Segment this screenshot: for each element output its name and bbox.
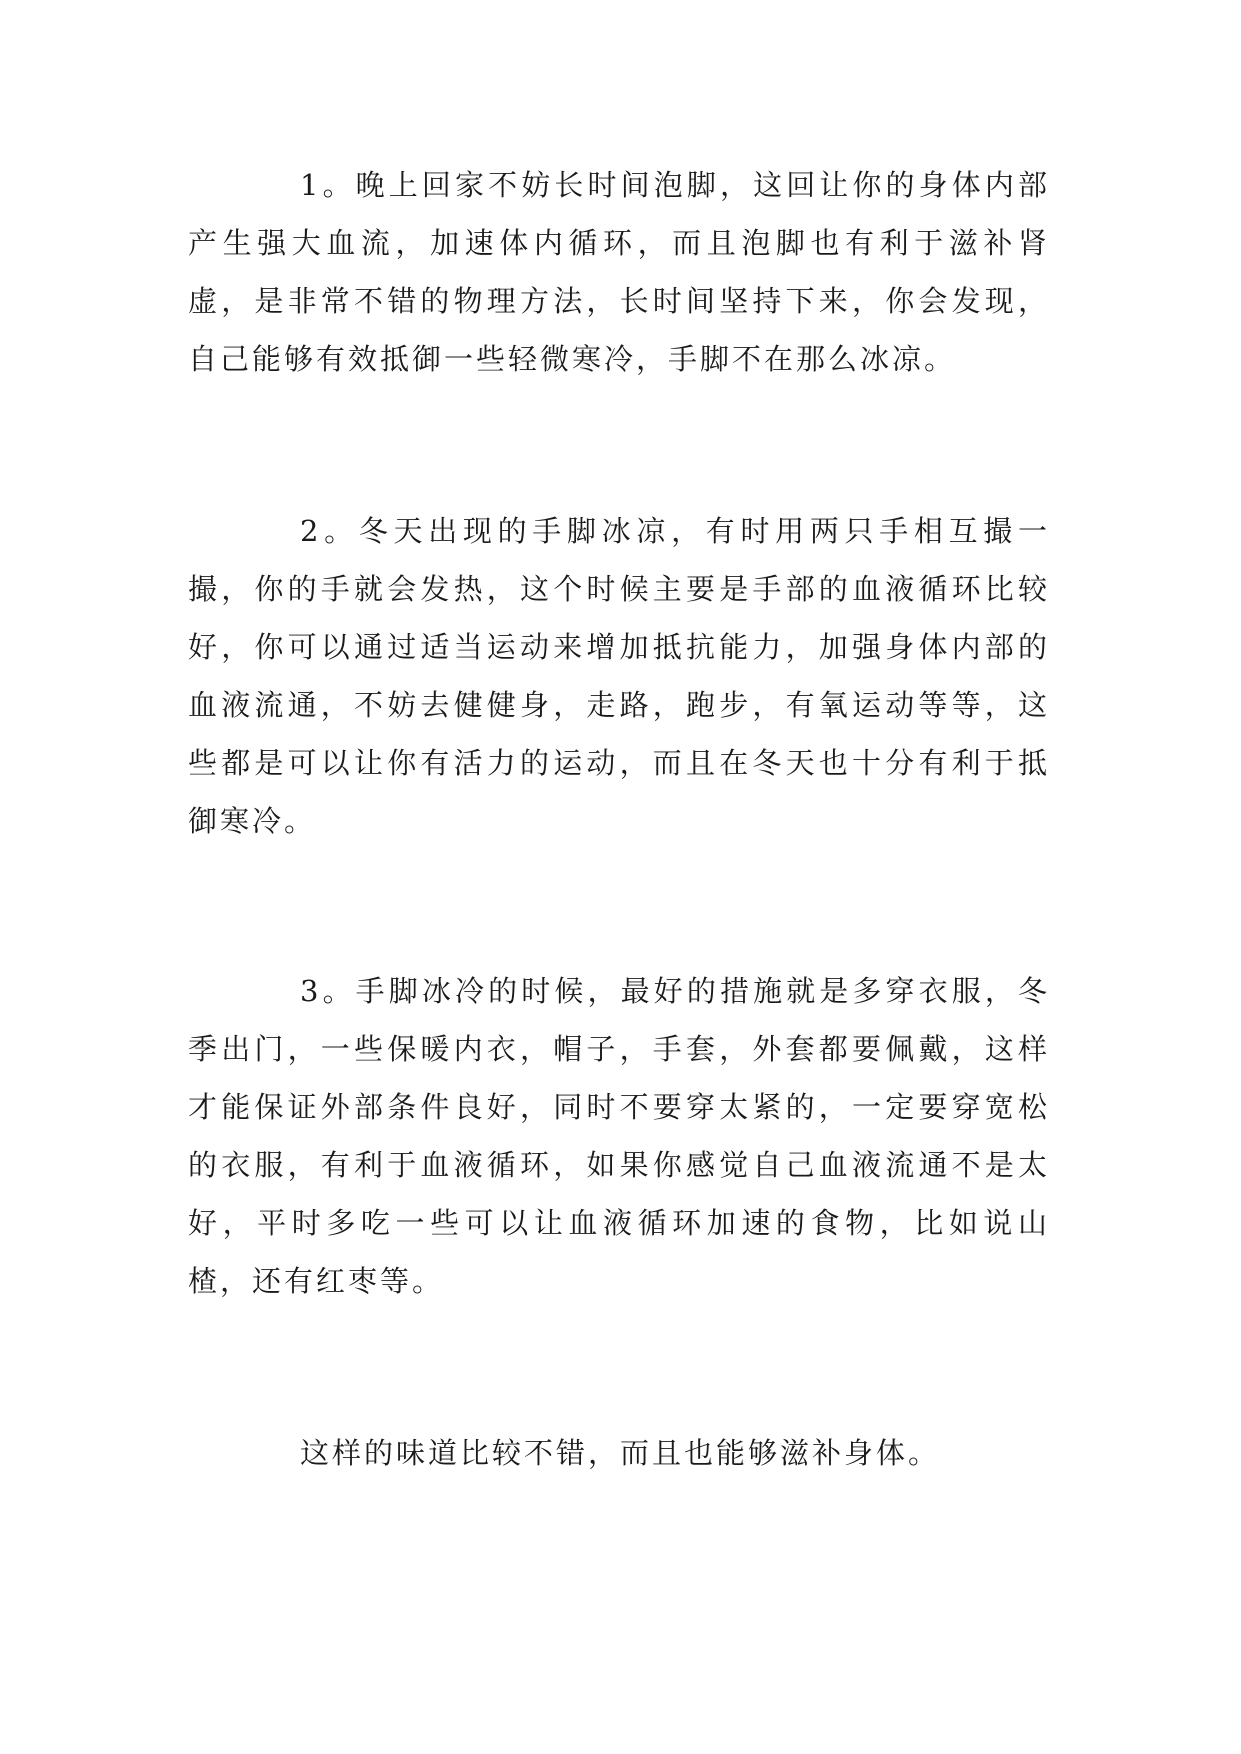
paragraph-1: 1。晚上回家不妨长时间泡脚，这回让你的身体内部产生强大血流，加速体内循环，而且泡脚也有利于滋补肾虚，是非常不错的物理方法，长时间坚持下来，你会发现，自己能够有效抵御一些轻微寒冷，手脚不在那么冰凉。 xyxy=(188,168,1050,376)
paragraph-4: 这样的味道比较不错，而且也能够滋补身体。 xyxy=(300,1436,941,1470)
paragraph-2: 2。冬天出现的手脚冰凉，有时用两只手相互撮一撮，你的手就会发热，这个时候主要是手部的血液循环比较好，你可以通过适当运动来增加抵抗能力，加强身体内部的血液流通，不妨去健健身，走路，跑步，有氧运动等等，这些都是可以让你有活力的运动，而且在冬天也十分有利于抵御寒冷。 xyxy=(188,514,1050,838)
paragraph-3: 3。手脚冰冷的时候，最好的措施就是多穿衣服，冬季出门，一些保暖内衣，帽子，手套，外套都要佩戴，这样才能保证外部条件良好，同时不要穿太紧的，一定要穿宽松的衣服，有利于血液循环，如果你感觉自己血液流通不是太好，平时多吃一些可以让血液循环加速的食物，比如说山楂，还有红枣等。 xyxy=(188,974,1050,1298)
